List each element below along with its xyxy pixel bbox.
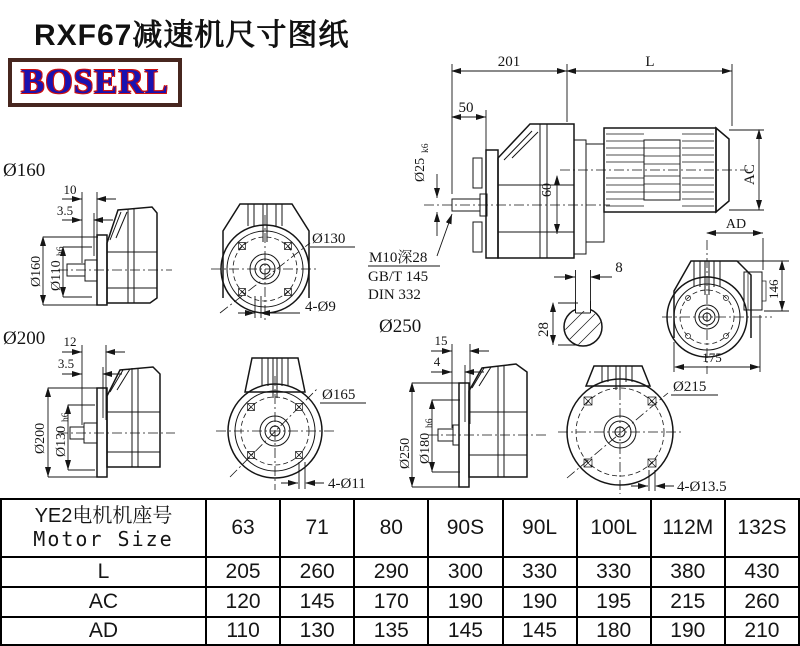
dim-201: 201 <box>497 54 521 70</box>
col-header: 90L <box>504 500 578 558</box>
cell: 260 <box>281 558 355 588</box>
view-flange-130-front <box>211 204 355 323</box>
side-view-gearmotor <box>413 54 764 270</box>
col-header: 90S <box>429 500 503 558</box>
dim-12: 12 <box>63 334 77 349</box>
view-flange-160-side <box>3 160 172 305</box>
cell: 180 <box>578 618 652 646</box>
dim-4xO13-5: 4-Ø13.5 <box>677 479 727 495</box>
dim-o110-tol: h6 <box>56 246 66 256</box>
dim-4xO9: 4-Ø9 <box>305 299 336 315</box>
motor-size-table <box>0 498 800 646</box>
note-thread: M10深28 <box>369 250 428 266</box>
dim-146: 146 <box>766 279 781 299</box>
cell: 145 <box>429 618 503 646</box>
note-din: DIN 332 <box>368 287 421 303</box>
col-header: 100L <box>578 500 652 558</box>
cell: 290 <box>355 558 429 588</box>
cell: 170 <box>355 588 429 618</box>
cell: 110 <box>207 618 281 646</box>
dim-10: 10 <box>63 182 77 197</box>
dim-4: 4 <box>433 354 441 369</box>
row-label-AC: AC <box>2 588 207 618</box>
page-title: RXF67减速机尺寸图纸 <box>34 19 350 52</box>
cell: 135 <box>355 618 429 646</box>
cell: 380 <box>652 558 726 588</box>
dim-shaft-dia: Ø25 <box>413 157 428 182</box>
dim-60: 60 <box>540 183 555 197</box>
dim-50: 50 <box>458 100 474 116</box>
cell: 430 <box>726 558 800 588</box>
table-header-cn: YE2电机机座号 <box>34 505 173 527</box>
cell: 145 <box>281 588 355 618</box>
dim-AC: AC <box>742 164 758 185</box>
cell: 300 <box>429 558 503 588</box>
dim-key-width: 8 <box>615 260 623 276</box>
dim-o250: Ø250 <box>398 437 413 469</box>
dim-o165: Ø165 <box>322 387 356 403</box>
cell: 130 <box>281 618 355 646</box>
col-header: 71 <box>281 500 355 558</box>
dim-o130-tol: h6 <box>61 412 71 422</box>
dim-L: L <box>645 54 655 70</box>
view-flange-250-side <box>379 316 546 487</box>
keyway-section <box>536 260 623 369</box>
dim-o180-tol: h6 <box>425 418 435 428</box>
view-ad-front <box>662 240 789 374</box>
dim-o180: Ø180 <box>418 432 433 464</box>
dim-4xO11: 4-Ø11 <box>328 476 366 492</box>
dim-o110: Ø110 <box>49 260 64 291</box>
shaft-end-notes <box>368 214 452 303</box>
cell: 190 <box>652 618 726 646</box>
dim-3-5b: 3.5 <box>57 356 75 371</box>
row-label-AD: AD <box>2 618 207 646</box>
cell: 210 <box>726 618 800 646</box>
note-gbt: GB/T 145 <box>368 269 429 285</box>
table-header-en: Motor Size <box>33 527 174 551</box>
cell: 190 <box>504 588 578 618</box>
view-flange-200-side <box>3 328 175 477</box>
cell: 330 <box>578 558 652 588</box>
dim-shaft-tol: k6 <box>421 143 431 153</box>
cell: 120 <box>207 588 281 618</box>
view-flange-215-front <box>558 366 727 495</box>
cell: 145 <box>504 618 578 646</box>
brand-logo: BOSERL <box>8 58 182 107</box>
view-160-label: Ø160 <box>3 160 46 181</box>
dim-15: 15 <box>434 333 448 348</box>
view-flange-165-front <box>216 358 366 492</box>
cell: 260 <box>726 588 800 618</box>
col-header: 132S <box>726 500 800 558</box>
cell: 330 <box>504 558 578 588</box>
row-label-L: L <box>2 558 207 588</box>
cell: 195 <box>578 588 652 618</box>
dim-key-height: 28 <box>536 322 552 337</box>
dim-175: 175 <box>702 350 722 365</box>
col-header: 63 <box>207 500 281 558</box>
view-200-label: Ø200 <box>3 328 46 349</box>
col-header: 112M <box>652 500 726 558</box>
dim-3-5: 3.5 <box>56 203 74 218</box>
view-250-label: Ø250 <box>379 316 422 337</box>
col-header: 80 <box>355 500 429 558</box>
cell: 215 <box>652 588 726 618</box>
dim-o130-spigot: Ø130 <box>54 425 69 457</box>
cell: 190 <box>429 588 503 618</box>
table-header-motor-size <box>2 500 207 558</box>
dim-o160: Ø160 <box>29 255 44 287</box>
cell: 205 <box>207 558 281 588</box>
dim-AD: AD <box>725 217 747 232</box>
dim-o130-flange: Ø130 <box>312 231 346 247</box>
dim-o200: Ø200 <box>33 422 48 454</box>
dim-o215: Ø215 <box>673 379 707 395</box>
